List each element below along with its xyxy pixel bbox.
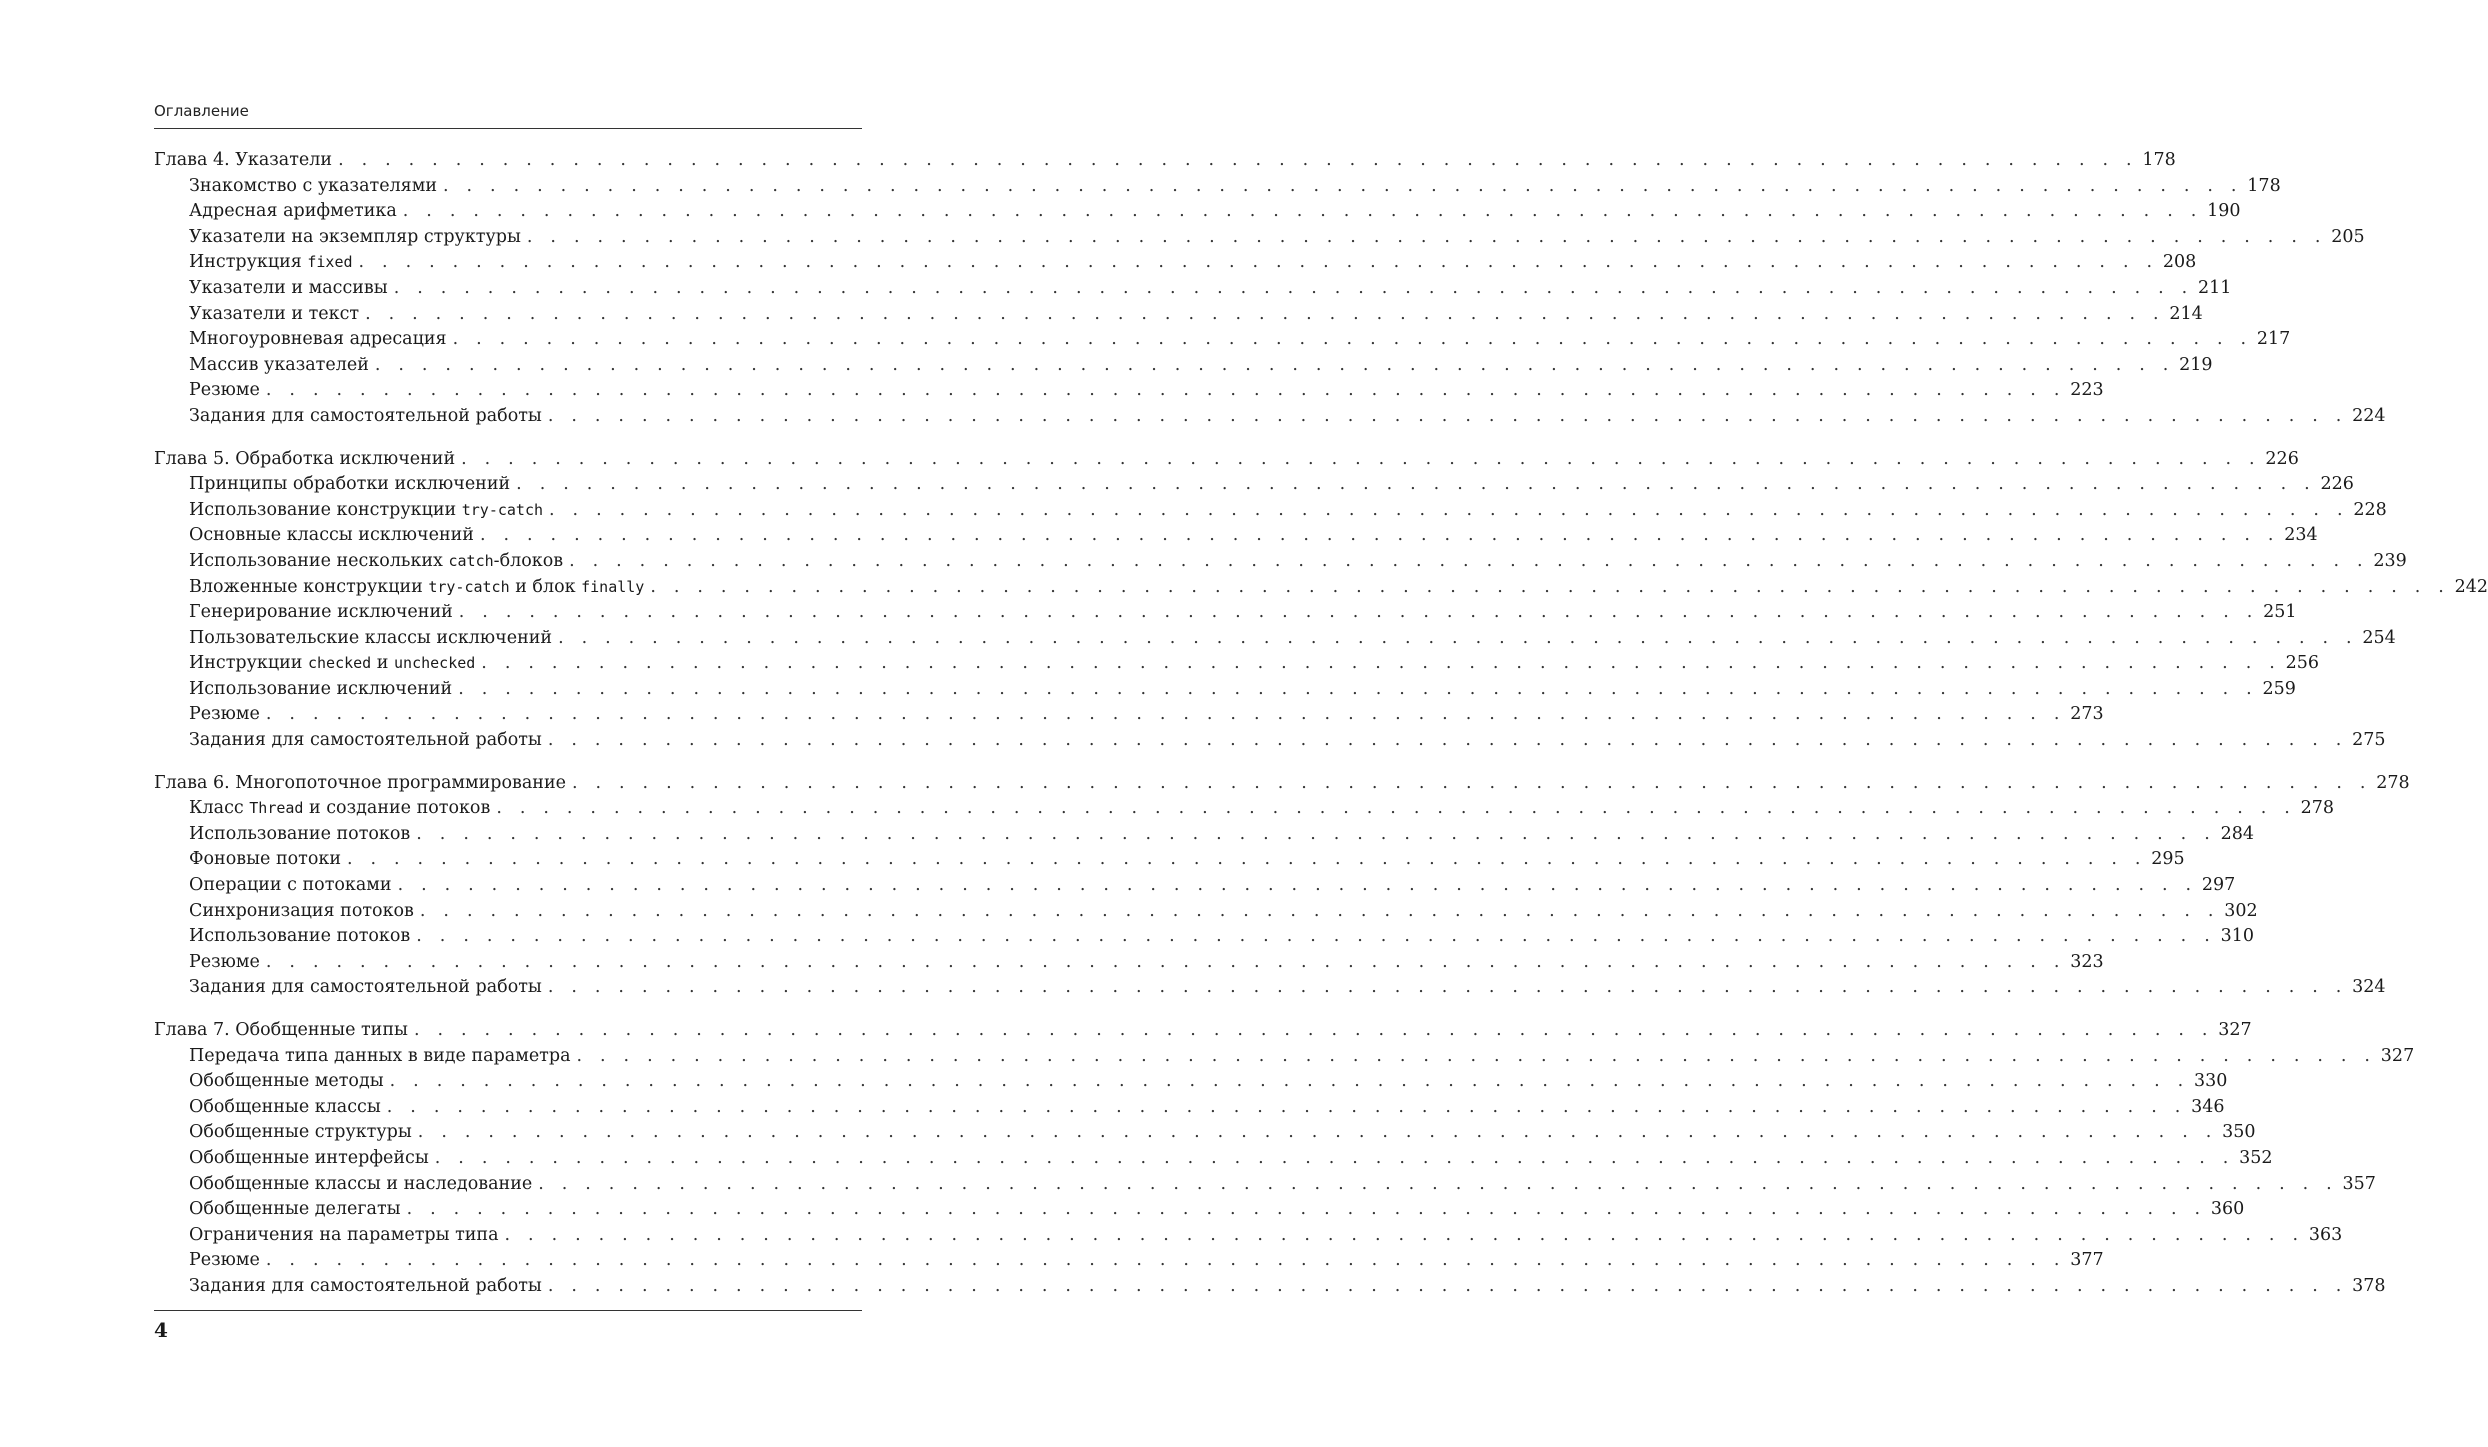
title-text: Адресная арифметика <box>189 201 397 222</box>
page-ref: 327 <box>2218 1020 2252 1040</box>
dot-leader: . . . . . . . . . . . . . . . . . . . . . . . . . . . . . . . . . . . . . . . . . . . . . . . . . . . . . . . . . . . . . . . . . . . . . . . . . . . . . <box>504 1224 2305 1245</box>
title-text: Резюме <box>189 704 260 725</box>
title-text: Инструкция <box>189 252 308 273</box>
chapter-title <box>154 1018 414 1044</box>
section-title <box>189 1044 577 1070</box>
toc-section-entry <box>154 174 2281 200</box>
dot-leader: . . . . . . . . . . . . . . . . . . . . . . . . . . . . . . . . . . . . . . . . . . . . . . . . . . . . . . . . . . . . . . . . . . . . . . . . . . . . . <box>569 550 2369 571</box>
section-title <box>189 327 453 353</box>
page-ref: 208 <box>2162 252 2197 273</box>
title-text: Операции с потоками <box>189 875 392 896</box>
page-ref: 357 <box>2342 1173 2376 1194</box>
title-text: и создание потоков <box>303 798 491 819</box>
dot-leader: . . . . . . . . . . . . . . . . . . . . . . . . . . . . . . . . . . . . . . . . . . . . . . . . . . . . . . . . . . . . . . . . . . . . . . . . . . . . . <box>397 875 2198 896</box>
toc-section-entry <box>154 1248 2104 1274</box>
table-of-contents <box>154 148 2488 1317</box>
code-keyword: fixed <box>307 253 353 272</box>
title-text: Обобщенные методы <box>189 1071 384 1092</box>
dot-leader: . . . . . . . . . . . . . . . . . . . . . . . . . . . . . . . . . . . . . . . . . . . . . . . . . . . . . . . . . . . . . . . . . . . . . . . . . . . . . <box>265 1250 2066 1271</box>
page-ref: 310 <box>2220 926 2254 947</box>
title-text: Вложенные конструкции <box>189 576 429 597</box>
toc-section-entry <box>154 1172 2376 1198</box>
dot-leader: . . . . . . . . . . . . . . . . . . . . . . . . . . . . . . . . . . . . . . . . . . . . . . . . . . . . . . . . . . . . . . . . . . . . . . . . . . . . . <box>496 798 2297 819</box>
page-ref: 219 <box>2179 354 2213 375</box>
page-ref: 242 <box>2454 576 2488 597</box>
title-text: Использование конструкции <box>189 499 462 520</box>
title-text: Ограничения на параметры типа <box>189 1224 499 1245</box>
title-text: Синхронизация потоков <box>189 900 414 921</box>
dot-leader: . . . . . . . . . . . . . . . . . . . . . . . . . . . . . . . . . . . . . . . . . . . . . . . . . . . . . . . . . . . . . . . . . . . . . . . . . . . . . <box>417 1122 2218 1143</box>
dot-leader: . . . . . . . . . . . . . . . . . . . . . . . . . . . . . . . . . . . . . . . . . . . . . . . . . . . . . . . . . . . . . . . . . . . . . . . . . . . . . <box>419 900 2220 921</box>
section-title <box>189 353 375 379</box>
section-title <box>189 1172 538 1198</box>
toc-chapter-entry <box>154 447 2299 473</box>
dot-leader: . . . . . . . . . . . . . . . . . . . . . . . . . . . . . . . . . . . . . . . . . . . . . . . . . . . . . . . . . . . . . . . . . . . . . . . . . . . . . <box>393 277 2194 298</box>
page-ref: 178 <box>2247 175 2281 196</box>
page-ref: 324 <box>2352 977 2386 998</box>
page-ref: 378 <box>2352 1275 2386 1296</box>
dot-leader: . . . . . . . . . . . . . . . . . . . . . . . . . . . . . . . . . . . . . . . . . . . . . . . . . . . . . . . . . . . . . . . . . . . . . . . . . . . . . <box>516 474 2316 495</box>
page-ref: 284 <box>2220 823 2254 844</box>
section-title <box>189 302 365 328</box>
toc-chapter-entry <box>154 771 2410 797</box>
section-title <box>189 250 359 276</box>
toc-section-entry <box>154 250 2197 276</box>
page-ref: 278 <box>2376 772 2410 793</box>
section-title <box>189 651 481 677</box>
title-text: Указатели и массивы <box>189 277 388 298</box>
header-rule <box>154 128 862 129</box>
section-title <box>189 498 549 524</box>
title-text: Фоновые потоки <box>189 849 341 870</box>
dot-leader: . . . . . . . . . . . . . . . . . . . . . . . . . . . . . . . . . . . . . . . . . . . . . . . . . . . . . . . . . . . . . . . . . . . . . . . . . . . . . <box>358 252 2159 273</box>
chapter-title <box>154 771 572 797</box>
toc-section-entry <box>154 225 2365 251</box>
chapter-title <box>154 148 338 174</box>
dot-leader: . . . . . . . . . . . . . . . . . . . . . . . . . . . . . . . . . . . . . . . . . . . . . . . . . . . . . . . . . . . . . . . . . . . . . . . . . . . . . <box>547 405 2348 426</box>
section-title <box>189 472 516 498</box>
title-text: Обобщенные классы <box>189 1096 381 1117</box>
title-text: Резюме <box>189 380 260 401</box>
dot-leader: . . . . . . . . . . . . . . . . . . . . . . . . . . . . . . . . . . . . . . . . . . . . . . . . . . . . . . . . . . . . . . . . . . . . . . . . . . . . . <box>386 1096 2187 1117</box>
toc-chapter-block <box>154 447 2488 754</box>
dot-leader: . . . . . . . . . . . . . . . . . . . . . . . . . . . . . . . . . . . . . . . . . . . . . . . . . . . . . . . . . . . . . . . . . . . . . . . . . . . . . <box>549 499 2349 520</box>
dot-leader: . . . . . . . . . . . . . . . . . . . . . . . . . . . . . . . . . . . . . . . . . . . . . . . . . . . . . . . . . . . . . . . . . . . . . . . . . . . . . <box>402 201 2203 222</box>
toc-section-entry <box>154 1274 2386 1300</box>
title-text: Резюме <box>189 1250 260 1271</box>
section-title <box>189 523 480 549</box>
page-ref: 327 <box>2380 1045 2415 1066</box>
title-text: и блок <box>509 576 582 597</box>
section-title <box>189 873 398 899</box>
toc-section-entry <box>154 302 2203 328</box>
dot-leader: . . . . . . . . . . . . . . . . . . . . . . . . . . . . . . . . . . . . . . . . . . . . . . . . . . . . . . . . . . . . . . . . . . . . . . . . . . . . . <box>346 849 2147 870</box>
toc-section-entry <box>154 975 2386 1001</box>
toc-section-entry <box>154 924 2254 950</box>
toc-section-entry <box>154 1044 2415 1070</box>
section-title <box>189 899 420 925</box>
dot-leader: . . . . . . . . . . . . . . . . . . . . . . . . . . . . . . . . . . . . . . . . . . . . . . . . . . . . . . . . . . . . . . . . . . . . . . . . . . . . . <box>389 1071 2190 1092</box>
toc-section-entry <box>154 822 2254 848</box>
section-title <box>189 1274 548 1300</box>
section-title <box>189 950 266 976</box>
section-title <box>189 549 569 575</box>
dot-leader: . . . . . . . . . . . . . . . . . . . . . . . . . . . . . . . . . . . . . . . . . . . . . . . . . . . . . . . . . . . . . . . . . . . . . . . . . . . . . <box>461 448 2261 469</box>
toc-section-entry <box>154 600 2297 626</box>
page-ref: 363 <box>2308 1224 2343 1245</box>
page-ref: 254 <box>2362 627 2396 648</box>
toc-section-entry <box>154 626 2396 652</box>
code-keyword: try-catch <box>428 577 510 596</box>
dot-leader: . . . . . . . . . . . . . . . . . . . . . . . . . . . . . . . . . . . . . . . . . . . . . . . . . . . . . . . . . . . . . . . . . . . . . . . . . . . . . <box>650 576 2451 597</box>
section-title <box>189 276 394 302</box>
section-title <box>189 1197 407 1223</box>
section-title <box>189 796 496 822</box>
section-title <box>189 1146 435 1172</box>
section-title <box>189 575 650 601</box>
section-title <box>189 600 459 626</box>
section-title <box>189 199 403 225</box>
dot-leader: . . . . . . . . . . . . . . . . . . . . . . . . . . . . . . . . . . . . . . . . . . . . . . . . . . . . . . . . . . . . . . . . . . . . . . . . . . . . . <box>547 730 2348 751</box>
page-ref: 217 <box>2256 329 2291 350</box>
code-keyword: unchecked <box>394 654 476 673</box>
title-text: Генерирование исключений <box>189 602 453 623</box>
page-ref: 224 <box>2352 405 2386 426</box>
toc-chapter-entry <box>154 1018 2252 1044</box>
title-text: Обобщенные интерфейсы <box>189 1147 429 1168</box>
title-text: Инструкции <box>189 653 308 674</box>
title-text: Задания для самостоятельной работы <box>189 977 542 998</box>
page-ref: 297 <box>2201 875 2236 896</box>
section-title <box>189 924 416 950</box>
page-ref: 251 <box>2263 602 2297 623</box>
title-text: Класс <box>189 798 250 819</box>
toc-section-entry <box>154 1069 2228 1095</box>
dot-leader: . . . . . . . . . . . . . . . . . . . . . . . . . . . . . . . . . . . . . . . . . . . . . . . . . . . . . . . . . . . . . . . . . . . . . . . . . . . . . <box>458 602 2259 623</box>
code-keyword: Thread <box>249 799 304 818</box>
title-text: Обобщенные классы и наследование <box>189 1173 533 1194</box>
toc-section-entry <box>154 498 2387 524</box>
section-title <box>189 1248 266 1274</box>
section-title <box>189 1120 418 1146</box>
title-text: Обобщенные делегаты <box>189 1199 401 1220</box>
page-ref: 239 <box>2373 550 2407 571</box>
page-ref: 178 <box>2142 150 2176 170</box>
page-ref: 377 <box>2070 1250 2104 1271</box>
toc-section-entry <box>154 1146 2273 1172</box>
toc-section-entry <box>154 847 2185 873</box>
section-title <box>189 1095 387 1121</box>
title-text: и <box>371 653 395 674</box>
running-head: Оглавление <box>154 102 249 120</box>
page-number: 4 <box>154 1318 168 1342</box>
dot-leader: . . . . . . . . . . . . . . . . . . . . . . . . . . . . . . . . . . . . . . . . . . . . . . . . . . . . . . . . . . . . . . . . . . . . . . . . . . . . . <box>479 525 2280 546</box>
toc-section-entry <box>154 899 2258 925</box>
dot-leader: . . . . . . . . . . . . . . . . . . . . . . . . . . . . . . . . . . . . . . . . . . . . . . . . . . . . . . . . . . . . . . . . . . . . . . . . . . . . . <box>406 1199 2207 1220</box>
dot-leader: . . . . . . . . . . . . . . . . . . . . . . . . . . . . . . . . . . . . . . . . . . . . . . . . . . . . . . . . . . . . . . . . . . . . . . . . . . . . . <box>434 1147 2235 1168</box>
title-text: Массив указателей <box>189 354 369 375</box>
toc-section-entry <box>154 1223 2343 1249</box>
page-ref: 234 <box>2284 525 2318 546</box>
page-ref: 352 <box>2239 1147 2273 1168</box>
page-ref: 226 <box>2265 448 2299 469</box>
page-ref: 205 <box>2331 226 2365 247</box>
dot-leader: . . . . . . . . . . . . . . . . . . . . . . . . . . . . . . . . . . . . . . . . . . . . . . . . . . . . . . . . . . . . . . . . . . . . . . . . . . . . . <box>374 354 2175 375</box>
dot-leader: . . . . . . . . . . . . . . . . . . . . . . . . . . . . . . . . . . . . . . . . . . . . . . . . . . . . . . . . . . . . . . . . . . . . . . . . . . . . . <box>265 704 2066 725</box>
title-text: Знакомство с указателями <box>189 175 437 196</box>
toc-section-entry <box>154 404 2386 430</box>
dot-leader: . . . . . . . . . . . . . . . . . . . . . . . . . . . . . . . . . . . . . . . . . . . . . . . . . . . . . . . . . . . . . . . . . . . . . . . . . . . . . <box>416 823 2216 844</box>
dot-leader: . . . . . . . . . . . . . . . . . . . . . . . . . . . . . . . . . . . . . . . . . . . . . . . . . . . . . . . . . . . . . . . . . . . . . . . . . . . . . <box>558 627 2358 648</box>
section-title <box>189 1069 390 1095</box>
dot-leader: . . . . . . . . . . . . . . . . . . . . . . . . . . . . . . . . . . . . . . . . . . . . . . . . . . . . . . . . . . . . . . . . . . . . . . . . . . . . . <box>458 678 2258 699</box>
page-ref: 350 <box>2222 1122 2256 1143</box>
chapter-title <box>154 447 461 473</box>
title-text: Принципы обработки исключений <box>189 474 511 495</box>
code-keyword: try-catch <box>461 500 544 519</box>
footer-rule <box>154 1310 862 1311</box>
toc-section-entry <box>154 873 2236 899</box>
page-ref: 190 <box>2207 201 2241 222</box>
section-title <box>189 975 548 1001</box>
toc-chapter-block <box>154 148 2386 430</box>
toc-section-entry <box>154 1120 2256 1146</box>
toc-section-entry <box>154 327 2291 353</box>
dot-leader: . . . . . . . . . . . . . . . . . . . . . . . . . . . . . . . . . . . . . . . . . . . . . . . . . . . . . . . . . . . . . . . . . . . . . . . . . . . . . <box>547 977 2348 998</box>
title-text: Обобщенные структуры <box>189 1122 412 1143</box>
toc-section-entry <box>154 728 2386 754</box>
section-title <box>189 174 443 200</box>
page-ref: 256 <box>2285 653 2319 674</box>
page-ref: 223 <box>2070 380 2104 401</box>
page-ref: 226 <box>2320 474 2354 495</box>
page-ref: 273 <box>2070 704 2104 725</box>
title-text: Многоуровневая адресация <box>189 329 447 350</box>
section-title <box>189 225 527 251</box>
toc-section-entry <box>154 651 2319 677</box>
section-title <box>189 404 548 430</box>
toc-section-entry <box>154 702 2104 728</box>
title-text: Использование нескольких <box>189 550 449 571</box>
title-text: Основные классы исключений <box>189 525 474 546</box>
title-text: Использование потоков <box>189 823 411 844</box>
section-title <box>189 822 416 848</box>
section-title <box>189 626 558 652</box>
dot-leader: . . . . . . . . . . . . . . . . . . . . . . . . . . . . . . . . . . . . . . . . . . . . . . . . . . . . . . . . . . . . . . . . . . . . . . . . . . . . . <box>576 1045 2377 1066</box>
toc-section-entry <box>154 378 2104 404</box>
page-ref: 302 <box>2224 900 2258 921</box>
title-text: Задания для самостоятельной работы <box>189 405 542 426</box>
toc-section-entry <box>154 1095 2225 1121</box>
toc-section-entry <box>154 199 2241 225</box>
title-text: Глава 4. Указатели <box>154 150 333 170</box>
toc-chapter-block <box>154 1018 2415 1300</box>
dot-leader: . . . . . . . . . . . . . . . . . . . . . . . . . . . . . . . . . . . . . . . . . . . . . . . . . . . . . . . . . . . . . . . . . . . . . . . . . . . . . <box>413 1020 2214 1040</box>
page-ref: 214 <box>2169 303 2203 324</box>
toc-section-entry <box>154 950 2104 976</box>
code-keyword: catch <box>448 551 494 570</box>
section-title <box>189 677 458 703</box>
dot-leader: . . . . . . . . . . . . . . . . . . . . . . . . . . . . . . . . . . . . . . . . . . . . . . . . . . . . . . . . . . . . . . . . . . . . . . . . . . . . . <box>443 175 2243 196</box>
title-text: Передача типа данных в виде параметра <box>189 1045 571 1066</box>
dot-leader: . . . . . . . . . . . . . . . . . . . . . . . . . . . . . . . . . . . . . . . . . . . . . . . . . . . . . . . . . . . . . . . . . . . . . . . . . . . . . <box>571 772 2372 793</box>
dot-leader: . . . . . . . . . . . . . . . . . . . . . . . . . . . . . . . . . . . . . . . . . . . . . . . . . . . . . . . . . . . . . . . . . . . . . . . . . . . . . <box>416 926 2216 947</box>
toc-section-entry <box>154 575 2488 601</box>
page-ref: 346 <box>2191 1096 2225 1117</box>
title-text: Использование потоков <box>189 926 411 947</box>
page-ref: 360 <box>2210 1199 2245 1220</box>
toc-section-entry <box>154 677 2296 703</box>
code-keyword: finally <box>581 577 645 596</box>
title-text: Пользовательские классы исключений <box>189 627 553 648</box>
title-text: Глава 6. Многопоточное программирование <box>154 772 566 793</box>
code-keyword: checked <box>308 654 372 673</box>
section-title <box>189 847 347 873</box>
dot-leader: . . . . . . . . . . . . . . . . . . . . . . . . . . . . . . . . . . . . . . . . . . . . . . . . . . . . . . . . . . . . . . . . . . . . . . . . . . . . . <box>338 150 2138 170</box>
page-ref: 211 <box>2198 277 2232 298</box>
dot-leader: . . . . . . . . . . . . . . . . . . . . . . . . . . . . . . . . . . . . . . . . . . . . . . . . . . . . . . . . . . . . . . . . . . . . . . . . . . . . . <box>481 653 2281 674</box>
page-ref: 228 <box>2353 499 2387 520</box>
title-text: Глава 5. Обработка исключений <box>154 448 456 469</box>
section-title <box>189 378 266 404</box>
page-ref: 278 <box>2300 798 2335 819</box>
page-ref: 259 <box>2262 678 2296 699</box>
section-title <box>189 702 266 728</box>
toc-section-entry <box>154 523 2318 549</box>
toc-section-entry <box>154 1197 2245 1223</box>
toc-section-entry <box>154 549 2407 575</box>
title-text: Указатели на экземпляр структуры <box>189 226 521 247</box>
section-title <box>189 1223 505 1249</box>
dot-leader: . . . . . . . . . . . . . . . . . . . . . . . . . . . . . . . . . . . . . . . . . . . . . . . . . . . . . . . . . . . . . . . . . . . . . . . . . . . . . <box>265 951 2066 972</box>
toc-section-entry <box>154 276 2232 302</box>
title-text: -блоков <box>493 550 564 571</box>
page-ref: 323 <box>2070 951 2104 972</box>
title-text: Указатели и текст <box>189 303 360 324</box>
page-ref: 275 <box>2352 730 2386 751</box>
toc-chapter-entry <box>154 148 2176 174</box>
dot-leader: . . . . . . . . . . . . . . . . . . . . . . . . . . . . . . . . . . . . . . . . . . . . . . . . . . . . . . . . . . . . . . . . . . . . . . . . . . . . . <box>452 329 2253 350</box>
title-text: Задания для самостоятельной работы <box>189 730 542 751</box>
page-ref: 295 <box>2151 849 2185 870</box>
title-text: Задания для самостоятельной работы <box>189 1275 542 1296</box>
toc-chapter-block <box>154 771 2410 1001</box>
title-text: Резюме <box>189 951 260 972</box>
toc-section-entry <box>154 472 2354 498</box>
section-title <box>189 728 548 754</box>
title-text: Глава 7. Обобщенные типы <box>154 1020 408 1040</box>
page-ref: 330 <box>2193 1071 2228 1092</box>
title-text: Использование исключений <box>189 678 453 699</box>
dot-leader: . . . . . . . . . . . . . . . . . . . . . . . . . . . . . . . . . . . . . . . . . . . . . . . . . . . . . . . . . . . . . . . . . . . . . . . . . . . . . <box>265 380 2066 401</box>
dot-leader: . . . . . . . . . . . . . . . . . . . . . . . . . . . . . . . . . . . . . . . . . . . . . . . . . . . . . . . . . . . . . . . . . . . . . . . . . . . . . <box>547 1275 2348 1296</box>
toc-section-entry <box>154 353 2213 379</box>
toc-section-entry <box>154 796 2335 822</box>
dot-leader: . . . . . . . . . . . . . . . . . . . . . . . . . . . . . . . . . . . . . . . . . . . . . . . . . . . . . . . . . . . . . . . . . . . . . . . . . . . . . <box>526 226 2327 247</box>
dot-leader: . . . . . . . . . . . . . . . . . . . . . . . . . . . . . . . . . . . . . . . . . . . . . . . . . . . . . . . . . . . . . . . . . . . . . . . . . . . . . <box>365 303 2165 324</box>
dot-leader: . . . . . . . . . . . . . . . . . . . . . . . . . . . . . . . . . . . . . . . . . . . . . . . . . . . . . . . . . . . . . . . . . . . . . . . . . . . . . <box>538 1173 2338 1194</box>
